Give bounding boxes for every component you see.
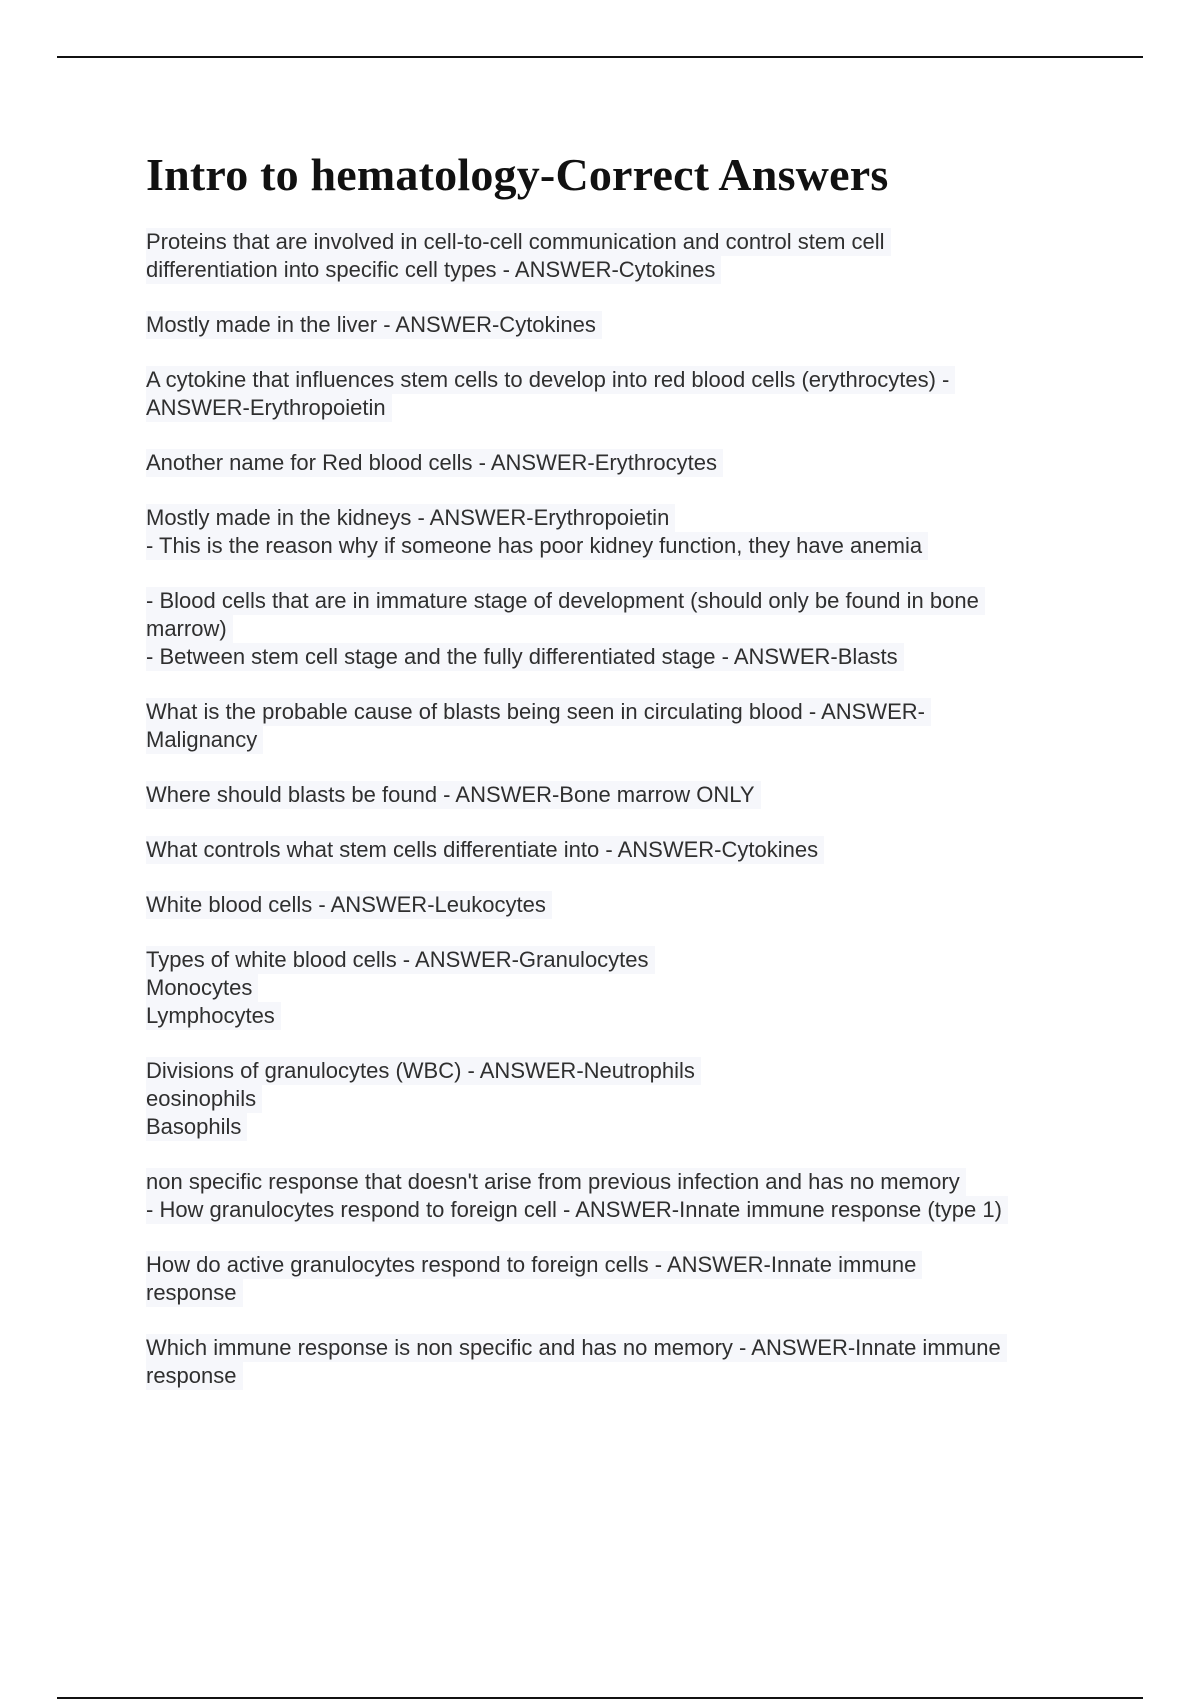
qa-line: How do active granulocytes respond to foreign cells - ANSWER-Innate immune: [146, 1251, 922, 1279]
qa-list: [146, 228, 1096, 1417]
qa-entry: [146, 587, 1096, 671]
page-title: Intro to hematology-Correct Answers: [146, 149, 889, 200]
bottom-rule: [57, 1697, 1143, 1699]
qa-line: eosinophils: [146, 1085, 262, 1113]
qa-entry: [146, 836, 1096, 864]
qa-entry: [146, 946, 1096, 1030]
qa-line: What is the probable cause of blasts being seen in circulating blood - ANSWER-: [146, 698, 931, 726]
top-rule: [57, 56, 1143, 58]
qa-entry: [146, 366, 1096, 422]
qa-line: - Between stem cell stage and the fully differentiated stage - ANSWER-Blasts: [146, 643, 904, 671]
qa-line: response: [146, 1362, 243, 1390]
qa-entry: [146, 449, 1096, 477]
qa-entry: [146, 504, 1096, 560]
qa-line: Types of white blood cells - ANSWER-Granulocytes: [146, 946, 655, 974]
qa-line: White blood cells - ANSWER-Leukocytes: [146, 891, 552, 919]
qa-line: Monocytes: [146, 974, 258, 1002]
qa-entry: [146, 311, 1096, 339]
qa-line: - This is the reason why if someone has poor kidney function, they have anemia: [146, 532, 928, 560]
qa-line: Proteins that are involved in cell-to-cell communication and control stem cell: [146, 228, 891, 256]
qa-entry: [146, 1334, 1096, 1390]
qa-line: - Blood cells that are in immature stage of development (should only be found in bone: [146, 587, 985, 615]
qa-line: Where should blasts be found - ANSWER-Bone marrow ONLY: [146, 781, 761, 809]
qa-line: Mostly made in the kidneys - ANSWER-Erythropoietin: [146, 504, 675, 532]
qa-entry: [146, 1251, 1096, 1307]
qa-entry: [146, 891, 1096, 919]
qa-line: Which immune response is non specific and has no memory - ANSWER-Innate immune: [146, 1334, 1007, 1362]
qa-line: ANSWER-Erythropoietin: [146, 394, 392, 422]
qa-line: A cytokine that influences stem cells to develop into red blood cells (erythrocytes) -: [146, 366, 955, 394]
qa-line: Basophils: [146, 1113, 247, 1141]
qa-entry: [146, 1168, 1096, 1224]
qa-line: Divisions of granulocytes (WBC) - ANSWER-Neutrophils: [146, 1057, 701, 1085]
qa-line: Lymphocytes: [146, 1002, 281, 1030]
qa-entry: [146, 781, 1096, 809]
qa-line: Mostly made in the liver - ANSWER-Cytokines: [146, 311, 602, 339]
qa-line: differentiation into specific cell types - ANSWER-Cytokines: [146, 256, 721, 284]
qa-line: What controls what stem cells differentiate into - ANSWER-Cytokines: [146, 836, 824, 864]
qa-line: - How granulocytes respond to foreign cell - ANSWER-Innate immune response (type 1): [146, 1196, 1008, 1224]
qa-line: non specific response that doesn't arise from previous infection and has no memory: [146, 1168, 966, 1196]
qa-entry: [146, 698, 1096, 754]
qa-entry: [146, 228, 1096, 284]
qa-line: marrow): [146, 615, 233, 643]
qa-line: response: [146, 1279, 243, 1307]
qa-line: Another name for Red blood cells - ANSWER-Erythrocytes: [146, 449, 723, 477]
qa-line: Malignancy: [146, 726, 263, 754]
qa-entry: [146, 1057, 1096, 1141]
